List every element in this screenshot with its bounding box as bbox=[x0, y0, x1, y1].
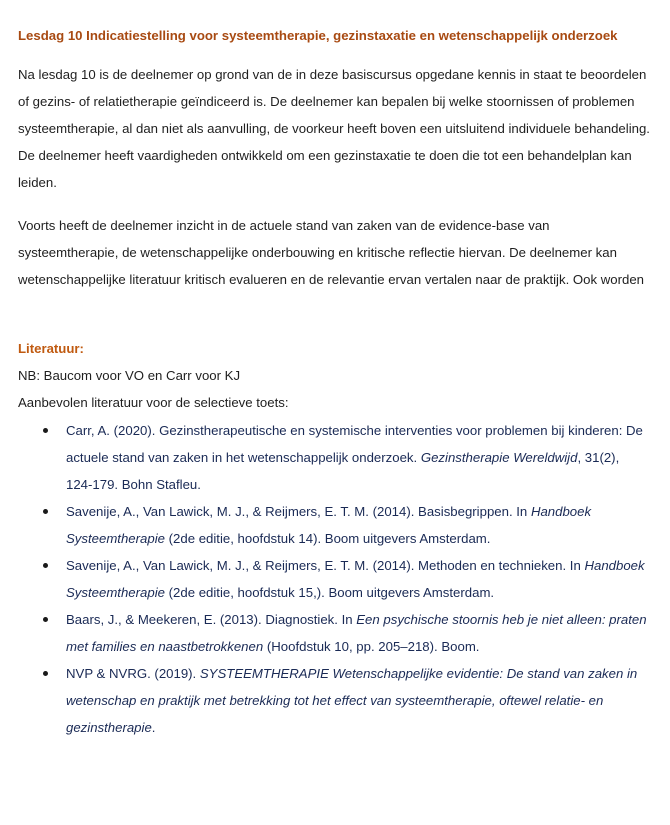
spacer bbox=[18, 309, 652, 335]
bullet-icon bbox=[43, 428, 48, 433]
literature-heading: Literatuur: bbox=[18, 341, 84, 356]
intro-paragraph: Na lesdag 10 is de deelnemer op grond van de in deze basiscursus opgedane kennis in staat te beoordelen of gezins- of relatietherapie geïndiceerd is. De deelnemer kan bepalen bij welke stoornissen of problemen systeemtherapie, al dan niet als aanvulling, de voorkeur heeft boven een uitsluitend individuele behandeling. De deelnemer heeft vaardigheden ontwikkeld om een gezinstaxatie te doen die tot een behandelplan kan leiden. bbox=[18, 67, 650, 190]
reference-details: (Hoofdstuk 10, pp. 205–218). Boom. bbox=[263, 639, 480, 654]
reference-item bbox=[66, 417, 652, 498]
reference-item bbox=[66, 552, 652, 606]
reference-item bbox=[66, 606, 652, 660]
reference-title: Handboek Systeemtherapie bbox=[66, 558, 645, 600]
reference-text: Savenije, A., Van Lawick, M. J., & Reijmers, E. T. M. (2014). Methoden en technieken. In bbox=[66, 558, 585, 573]
reference-item bbox=[66, 660, 652, 741]
reference-details: , 31(2), 124-179. Bohn Stafleu. bbox=[66, 450, 620, 492]
lesson-heading: Lesdag 10 Indicatiestelling voor systeemtherapie, gezinstaxatie en wetenschappelijk onderzoek bbox=[18, 28, 618, 43]
reference-text: Baars, J., & Meekeren, E. (2013). Diagnostiek. In bbox=[66, 612, 357, 627]
bullet-icon bbox=[43, 563, 48, 568]
reference-details: (2de editie, hoofdstuk 15,). Boom uitgevers Amsterdam. bbox=[164, 585, 495, 600]
reference-text: Savenije, A., Van Lawick, M. J., & Reijmers, E. T. M. (2014). Basisbegrippen. In bbox=[66, 504, 531, 519]
reference-title: SYSTEEMTHERAPIE Wetenschappelijke evidentie: De stand van zaken in wetenschap en praktijk met betrekking tot het effect van systeemtherapie, oftewel relatie- en gezinstherapie bbox=[66, 666, 638, 735]
literature-intro: Aanbevolen literatuur voor de selectieve toets: bbox=[18, 395, 289, 410]
bullet-icon bbox=[43, 617, 48, 622]
reference-text: Carr, A. (2020). Gezinstherapeutische en systemische interventies voor problemen bij kinderen: De actuele stand van zaken in het wetenschappelijk onderzoek. bbox=[66, 423, 643, 465]
reference-item bbox=[66, 498, 652, 552]
reference-title: Een psychische stoornis heb je niet alleen: praten met families en naastbetrokkenen bbox=[66, 612, 647, 654]
bullet-icon bbox=[43, 509, 48, 514]
reference-details: . bbox=[151, 720, 156, 735]
bullet-icon bbox=[43, 671, 48, 676]
reference-title: Gezinstherapie Wereldwijd bbox=[420, 450, 578, 465]
reference-list bbox=[18, 417, 652, 741]
reference-text: NVP & NVRG. (2019). bbox=[66, 666, 200, 681]
evidence-paragraph: Voorts heeft de deelnemer inzicht in de actuele stand van zaken van de evidence-base van systeemtherapie, de wetenschappelijke onderbouwing en kritische reflectie hiervan. De deelnemer kan wetenschappelijke literatuur kritisch evalueren en de relevantie ervan vertalen naar de praktijk. Ook worden bbox=[18, 218, 645, 287]
reference-details: (2de editie, hoofdstuk 14). Boom uitgevers Amsterdam. bbox=[164, 531, 491, 546]
reference-title: Handboek Systeemtherapie bbox=[66, 504, 592, 546]
literature-note: NB: Baucom voor VO en Carr voor KJ bbox=[18, 368, 241, 383]
